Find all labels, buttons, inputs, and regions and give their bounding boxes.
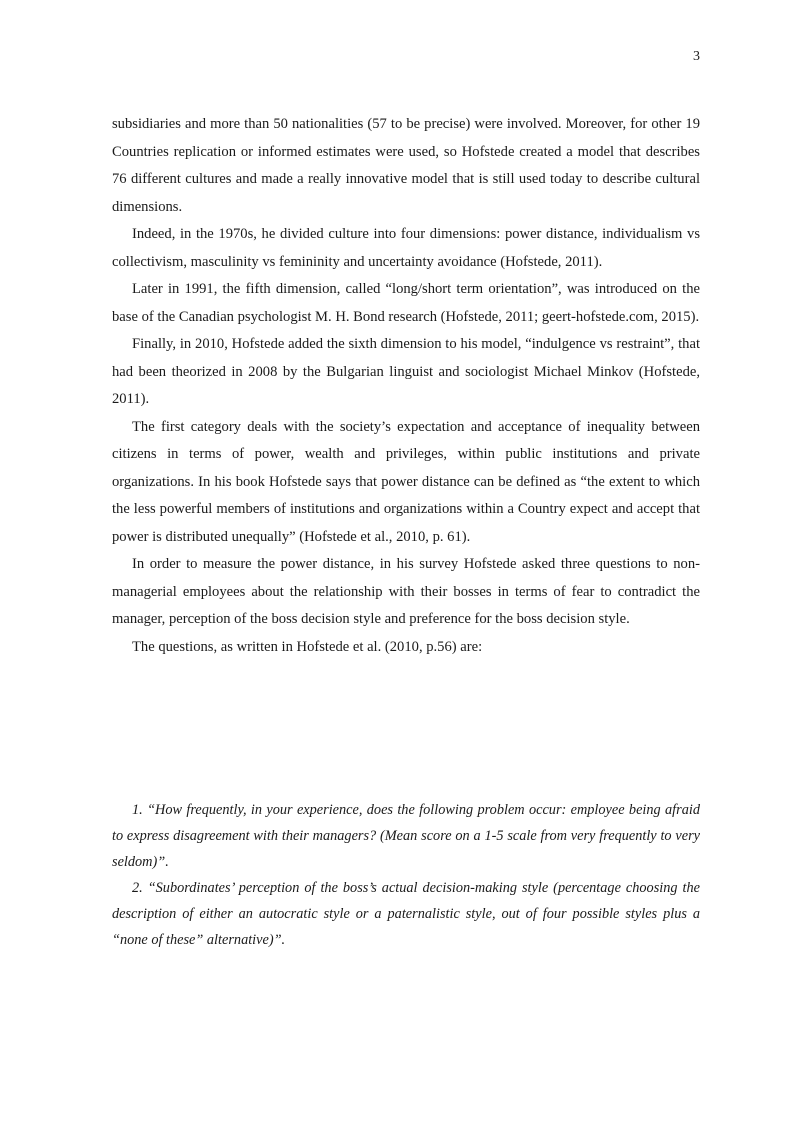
survey-questions	[112, 797, 700, 953]
paragraph-power-distance: The first category deals with the society’s expectation and acceptance of inequality between citizens in terms of power, wealth and privileges, within public institutions and private organizations. In his book Hofstede says that power distance can be defined as “the extent to which the less powerful members of institutions and organizations within a Country expect and accept that power is distributed unequally” (Hofstede et al., 2010, p. 61).	[112, 418, 700, 545]
paragraph-four-dimensions: Indeed, in the 1970s, he divided culture into four dimensions: power distance, individualism vs collectivism, masculinity vs femininity and uncertainty avoidance (Hofstede, 2011).	[112, 226, 700, 270]
paragraph-continuation: subsidiaries and more than 50 nationalities (57 to be precise) were involved. Moreover, for other 19 Countries replication or informed estimates were used, so Hofstede created a model that describes 76 different cultures and made a really innovative model that is still used today to describe cultural dimensions.	[112, 116, 700, 215]
body-text	[112, 111, 700, 661]
paragraph-sixth-dimension: Finally, in 2010, Hofstede added the sixth dimension to his model, “indulgence vs restraint”, that had been theorized in 2008 by the Bulgarian linguist and sociologist Michael Minkov (Hofstede, 2011).	[112, 336, 700, 407]
survey-question-2: 2. “Subordinates’ perception of the boss’s actual decision-making style (percentage choosing the description of either an autocratic style or a paternalistic style, out of four possible styles plus a “none of these” alternative)”.	[112, 880, 700, 948]
page-number: 3	[693, 49, 700, 64]
paragraph-measurement: In order to measure the power distance, in his survey Hofstede asked three questions to non-managerial employees about the relationship with their bosses in terms of fear to contradict the manager, perception of the boss decision style and preference for the boss decision style.	[112, 556, 700, 627]
survey-question-1: 1. “How frequently, in your experience, does the following problem occur: employee being afraid to express disagreement with their managers? (Mean score on a 1-5 scale from very frequently to very seldom)”.	[112, 802, 700, 870]
paragraph-questions-intro: The questions, as written in Hofstede et al. (2010, p.56) are:	[132, 638, 483, 655]
paragraph-fifth-dimension: Later in 1991, the fifth dimension, called “long/short term orientation”, was introduced on the base of the Canadian psychologist M. H. Bond research (Hofstede, 2011; geert-hofstede.com, 2015).	[112, 281, 700, 325]
